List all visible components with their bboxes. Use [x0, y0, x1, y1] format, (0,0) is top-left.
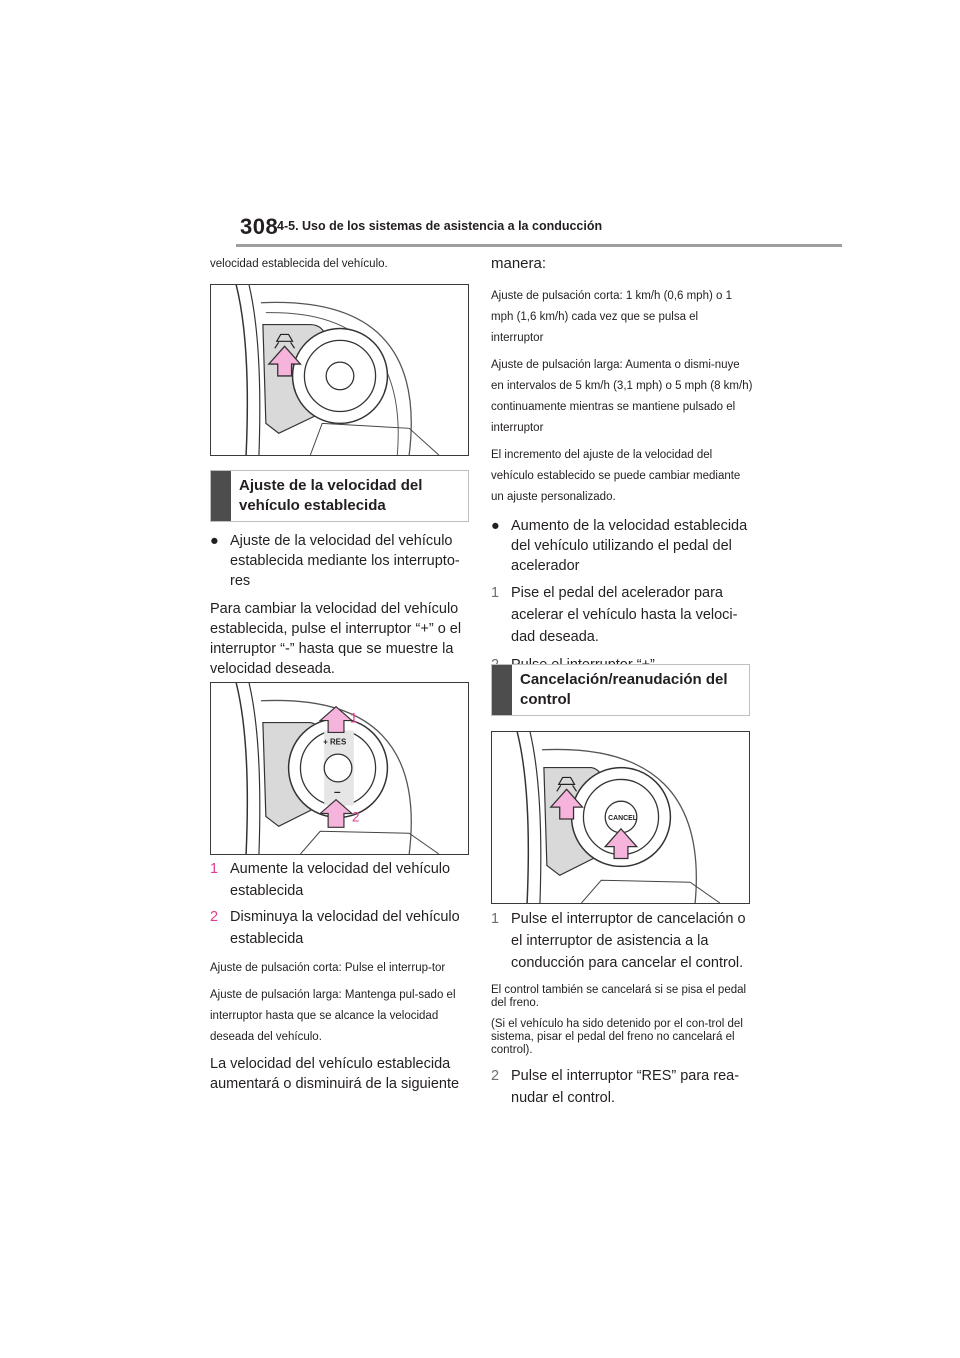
note-stopped-vehicle: (Si el vehículo ha sido detenido por el con-trol del sistema, pisar el pedal del freno no cancelará el control). — [491, 1018, 743, 1056]
step-number: 2 — [491, 1068, 500, 1084]
step-resume — [491, 1065, 753, 1109]
note-long-increment: Ajuste de pulsación larga: Aumenta o dismi-nuye en intervalos de 5 km/h (3,1 mph) o 5 mph (8 km/h) continuamente mientras se mantiene pulsado el interruptor — [491, 359, 753, 434]
step-number: 1 — [491, 585, 500, 601]
figure-steering-switch-1 — [210, 284, 469, 456]
bullet-switches — [210, 531, 472, 591]
item-number: 1 — [210, 861, 219, 877]
chapter-title: 4-5. Uso de los sistemas de asistencia a la conducción — [277, 219, 603, 233]
header-divider — [236, 244, 842, 247]
item-number: 2 — [210, 909, 219, 925]
bullet-text: Ajuste de la velocidad del vehículo establecida mediante los interrupto-res — [230, 533, 460, 589]
note-short-increment: Ajuste de pulsación corta: 1 km/h (0,6 mph) o 1 mph (1,6 km/h) cada vez que se pulsa el interruptor — [491, 290, 732, 344]
item-increase — [210, 858, 472, 902]
item-decrease — [210, 906, 472, 950]
step-text: Pulse el interruptor “RES” para rea-nudar el control. — [511, 1068, 740, 1106]
section-marker — [492, 665, 512, 715]
note-short-press: Ajuste de pulsación corta: Pulse el interrup-tor — [210, 962, 446, 974]
minus-label: – — [334, 784, 341, 799]
left-lower-body — [210, 858, 472, 1094]
callout-2: 2 — [351, 808, 360, 825]
plus-res-label: + RES — [323, 737, 347, 747]
callout-1: 1 — [349, 709, 358, 726]
item-text: Disminuya la velocidad del vehículo establecida — [230, 909, 460, 947]
note-long-press: Ajuste de pulsación larga: Mantenga pul-sado el interruptor hasta que se alcance la velocidad deseada del vehículo. — [210, 989, 456, 1043]
step-cancel — [491, 908, 753, 974]
steering-switch-illustration-1 — [211, 285, 468, 455]
note-brake-cancel: El control también se cancelará si se pisa el pedal del freno. — [491, 984, 747, 1009]
right-column — [491, 254, 753, 676]
note-customize: El incremento del ajuste de la velocidad del vehículo establecido se puede cambiar mediante un ajuste personalizado. — [491, 449, 741, 503]
step-number: 1 — [491, 911, 500, 927]
cancel-label: CANCEL — [608, 814, 637, 822]
item-text: Aumente la velocidad del vehículo establecida — [230, 861, 451, 899]
right-lower-body — [491, 908, 753, 1109]
paragraph-change-speed: Para cambiar la velocidad del vehículo establecida, pulse el interruptor “+” o el interruptor “-” hasta que se muestre la velocidad deseada. — [210, 601, 462, 677]
paragraph-speed-change: La velocidad del vehículo establecida aumentará o disminuirá de la siguiente — [210, 1056, 460, 1092]
step-text: Pise el pedal del acelerador para acelerar el vehículo hasta la veloci-dad deseada. — [511, 585, 738, 645]
left-body — [210, 531, 472, 679]
section-header-cancel-resume — [491, 664, 750, 716]
step-text: Pulse el interruptor de cancelación o el interruptor de asistencia a la conducción para cancelar el control. — [511, 911, 746, 971]
bullet-dot-icon: ● — [491, 518, 500, 534]
manera-text: manera: — [491, 255, 547, 272]
section-title: Cancelación/reanudación del control — [520, 671, 728, 708]
section-title: Ajuste de la velocidad del vehículo establecida — [239, 477, 423, 514]
figure-steering-switch-2 — [210, 682, 469, 855]
steering-switch-illustration-2 — [211, 683, 468, 854]
section-header-speed-adjust — [210, 470, 469, 522]
page-number: 308 — [240, 214, 279, 239]
section-marker — [211, 471, 231, 521]
left-column — [210, 254, 472, 275]
bullet-accelerator — [491, 516, 753, 576]
intro-line: velocidad establecida del vehículo. — [210, 258, 388, 270]
bullet-text: Aumento de la velocidad establecida del vehículo utilizando el pedal del acelerador — [511, 518, 748, 574]
steering-switch-illustration-3 — [492, 732, 749, 903]
bullet-dot-icon: ● — [210, 533, 219, 549]
step-press-accelerator — [491, 582, 753, 648]
figure-steering-switch-3 — [491, 731, 750, 904]
